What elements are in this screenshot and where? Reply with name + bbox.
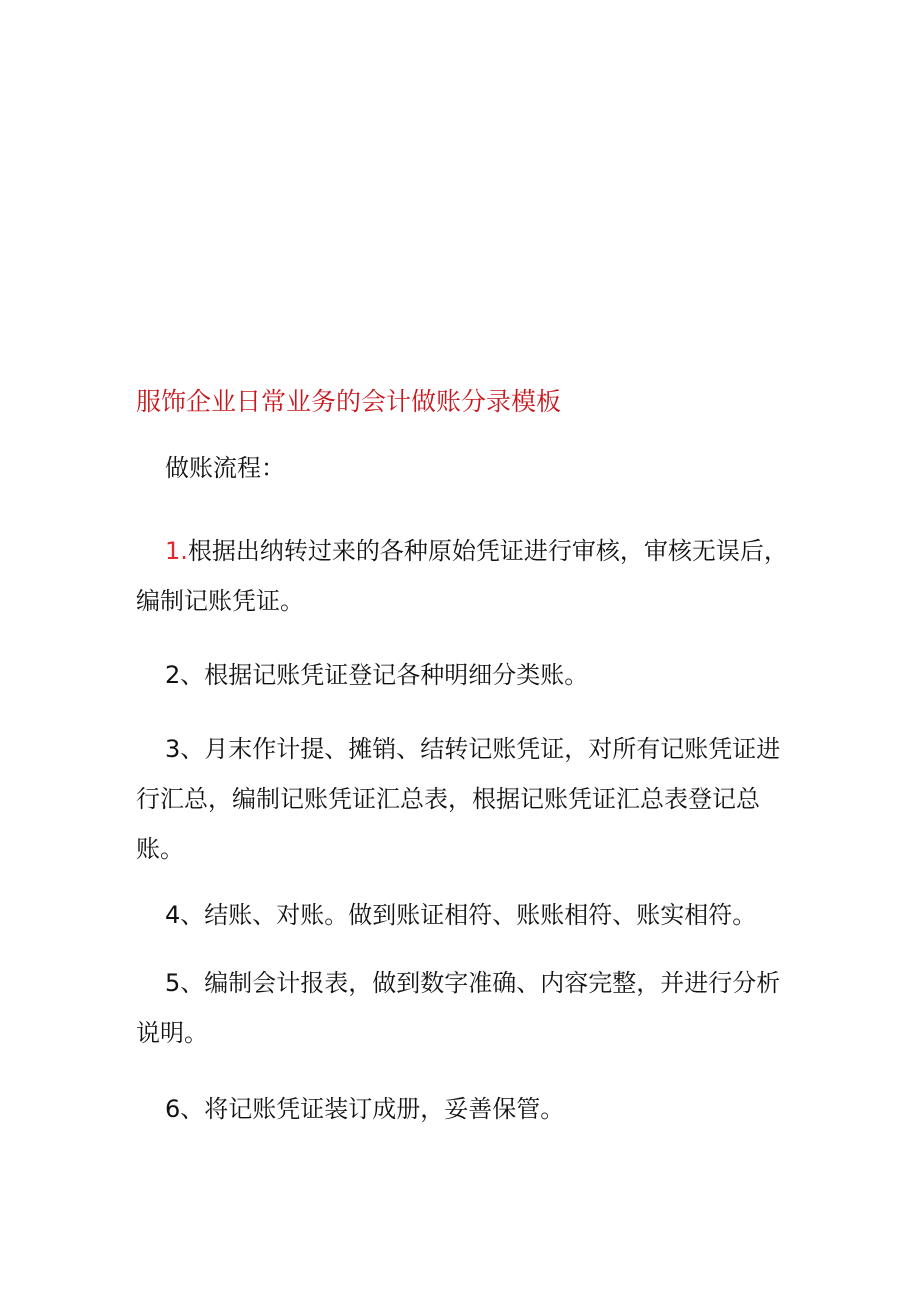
step-5-number: 5、 xyxy=(165,969,205,997)
step-4-text: 结账、对账。做到账证相符、账账相符、账实相符。 xyxy=(204,901,757,929)
step-2-text: 根据记账凭证登记各种明细分类账。 xyxy=(204,661,589,689)
step-5-text: 编制会计报表，做到数字准确、内容完整，并进行分析说明。 xyxy=(136,969,781,1047)
step-6-text: 将记账凭证装订成册，妥善保管。 xyxy=(204,1095,565,1123)
step-4 xyxy=(136,890,796,940)
step-3-text: 月末作计提、摊销、结转记账凭证，对所有记账凭证进行汇总，编制记账凭证汇总表，根据记账凭证汇总表登记总账。 xyxy=(136,735,781,863)
document-title: 服饰企业日常业务的会计做账分录模板 xyxy=(136,387,562,416)
step-6-number: 6、 xyxy=(165,1095,205,1123)
step-1-number: 1. xyxy=(165,537,188,565)
step-2 xyxy=(136,650,796,700)
step-1 xyxy=(136,526,796,626)
step-3-number: 3、 xyxy=(165,735,205,763)
step-3 xyxy=(136,724,796,874)
step-2-number: 2、 xyxy=(165,661,205,689)
step-1-text: 根据出纳转过来的各种原始凭证进行审核，审核无误后，编制记账凭证。 xyxy=(136,537,788,615)
process-subheading: 做账流程： xyxy=(165,454,285,482)
step-4-number: 4、 xyxy=(165,901,205,929)
step-5 xyxy=(136,958,796,1058)
step-6 xyxy=(136,1084,796,1134)
